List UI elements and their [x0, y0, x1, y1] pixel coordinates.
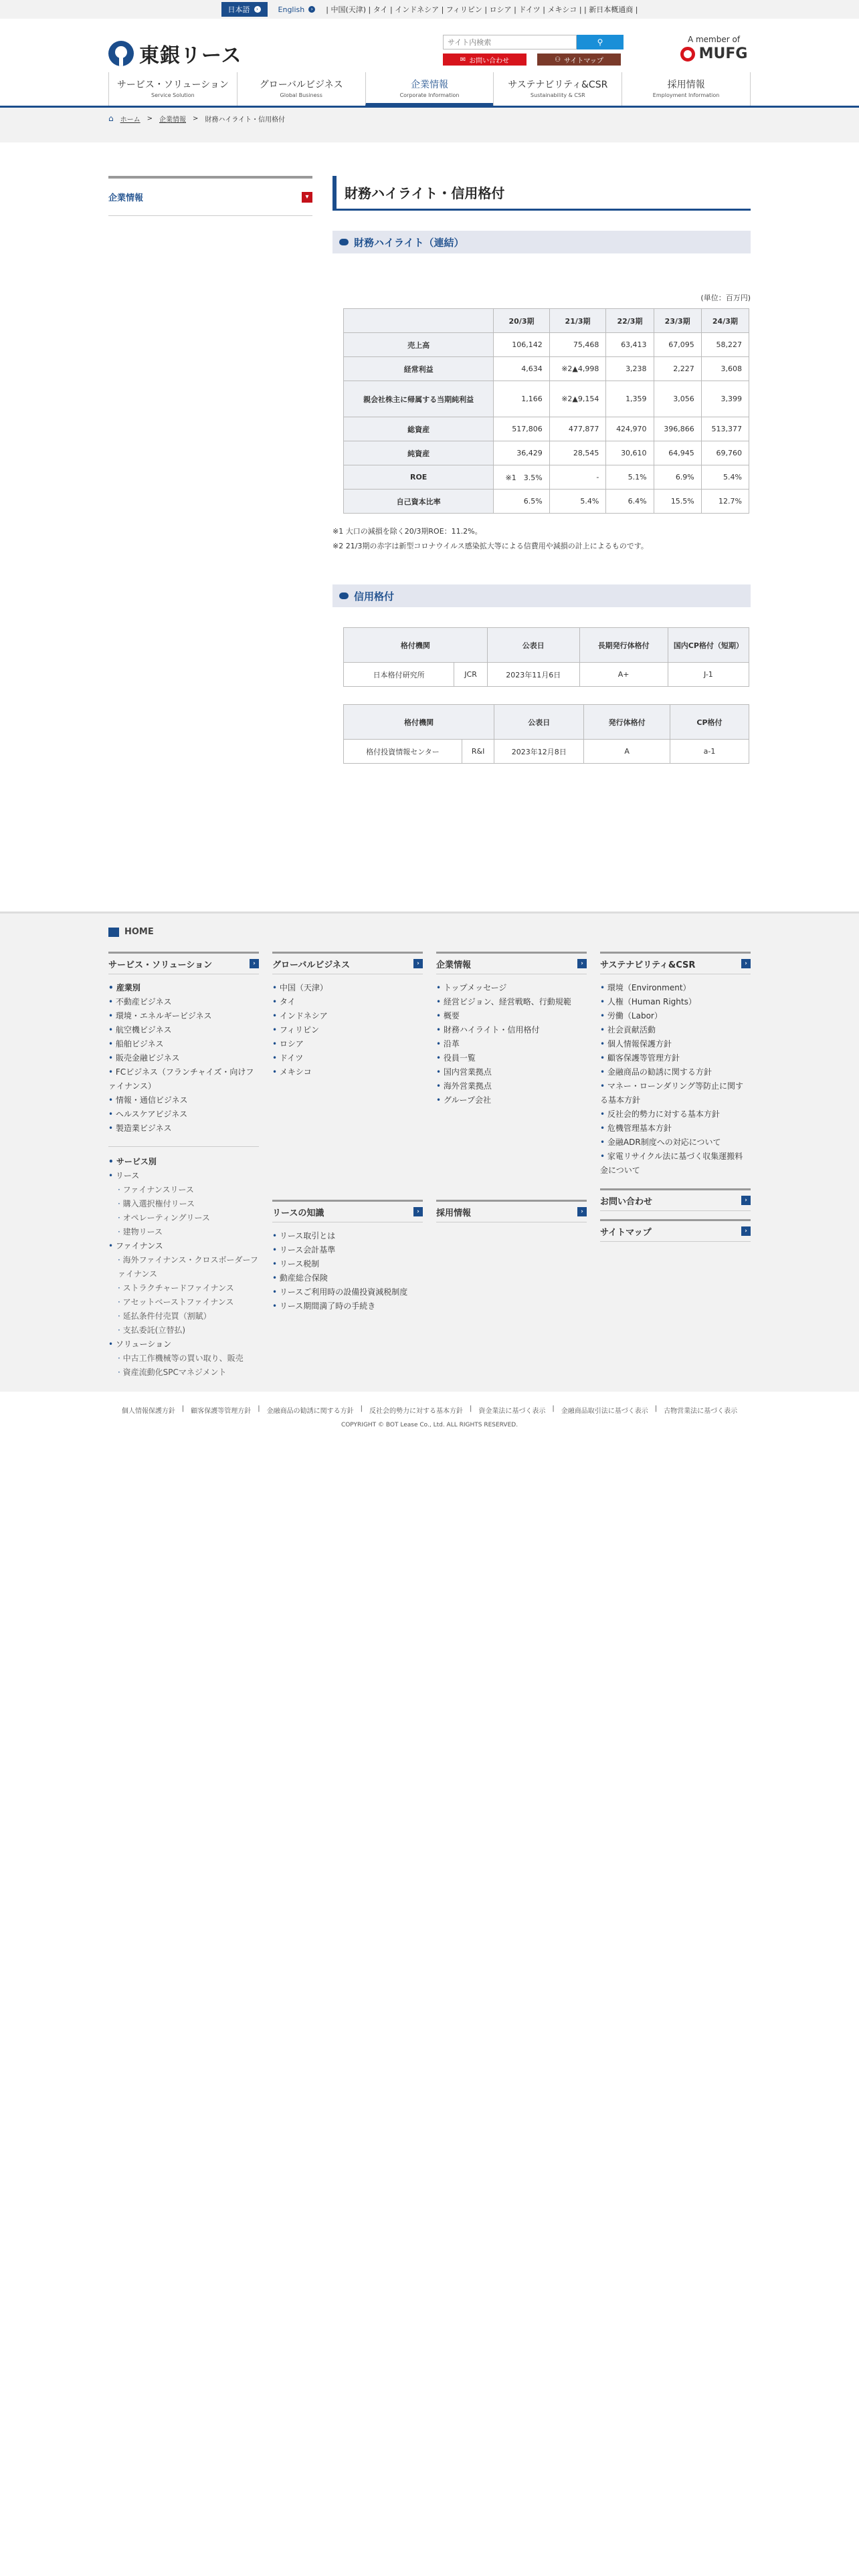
- home-icon: [108, 928, 119, 937]
- logo-text: 東銀リース: [139, 44, 242, 68]
- language-bar: [0, 0, 859, 19]
- lang-english-link[interactable]: English ›: [274, 3, 320, 16]
- mufg-logo-icon: [680, 47, 695, 62]
- main-content: [108, 142, 751, 811]
- bottom-link[interactable]: 個人情報保護方針: [121, 1408, 175, 1415]
- footer-col-service: サービス・ソリューション › • 産業別 • 不動産ビジネス • 環境・エネルギービジネス • 航空機ビジネス • 船舶ビジネス • 販売金融ビジネス • FCビジネス（フランチャイズ・向けファイナンス） • 情報・通信ビジネス • ヘルスケアビジネス • 製造業ビジネス • サービス別 • リース · ファイナンスリース · 購入選択権付リース · オペレーティングリース · 建物リース • ファイナンス · 海外ファイナンス・クロスボーダーファイナンス · ストラクチャードファイナンス · アセットベーストファイナンス · 延払条件付売買（割賦） · 支払委託(立替払) • ソリューション · 中古工作機械等の買い取り、販売 · 資産流動化SPCマネジメント: [108, 952, 259, 1380]
- table-header-row: 格付機関 公表日 長期発行体格付 国内CP格付（短期）: [344, 628, 749, 663]
- footer-heading-contact[interactable]: お問い合わせ ›: [600, 1188, 751, 1211]
- arrow-right-icon: ›: [741, 959, 751, 968]
- footer-heading-employment[interactable]: 採用情報 ›: [436, 1200, 587, 1222]
- footer-heading-sitemap[interactable]: サイトマップ ›: [600, 1219, 751, 1242]
- search-icon: ⚲: [597, 37, 603, 47]
- nav-corporate-information[interactable]: 企業情報 Corporate Information: [365, 72, 494, 106]
- table-row: 自己資本比率 6.5% 5.4% 6.4% 15.5% 12.7%: [344, 490, 749, 514]
- financial-table: [343, 308, 749, 514]
- sitemap-button[interactable]: ⚇ サイトマップ: [537, 53, 621, 66]
- speech-bubble-icon: [339, 593, 349, 599]
- arrow-right-icon: ›: [741, 1196, 751, 1205]
- table-row: 経常利益 4,634 ※2▲4,998 3,238 2,227 3,608: [344, 357, 749, 381]
- breadcrumb-separator: >: [147, 114, 153, 122]
- table-row: 売上高 106,142 75,468 63,413 67,095 58,227: [344, 333, 749, 357]
- footer-heading-service[interactable]: サービス・ソリューション ›: [108, 952, 259, 974]
- breadcrumb-separator: >: [193, 114, 199, 122]
- arrow-right-icon: ›: [577, 959, 587, 968]
- global-nav: [108, 72, 751, 106]
- footnotes: ※1 大口の減損を除く20/3期ROE：11.2%。 ※2 21/3期の赤字は新型コロナウイルス感染拡大等による信費用や減損の計上によるものです。: [332, 527, 648, 550]
- site-logo[interactable]: [108, 39, 242, 68]
- nav-service-solution[interactable]: サービス・ソリューション Service Solution: [108, 72, 237, 106]
- table-header-row: 20/3期 21/3期 22/3期 23/3期 24/3期: [344, 309, 749, 333]
- mufg-badge[interactable]: A member of MUFG: [677, 35, 751, 62]
- section-title-rating: 信用格付: [332, 584, 751, 607]
- table-row: 日本格付研究所 JCR 2023年11月6日 A+ J-1: [344, 663, 749, 687]
- header-buttons: [443, 53, 621, 66]
- arrow-right-icon: ›: [250, 959, 259, 968]
- breadcrumb-parent[interactable]: 企業情報: [159, 116, 187, 124]
- copyright: COPYRIGHT © BOT Lease Co., Ltd. ALL RIGHTS RESERVED.: [341, 1422, 518, 1428]
- rating-table-jcr: [343, 627, 749, 687]
- bottom-link[interactable]: 古物営業法に基づく表示: [664, 1408, 738, 1415]
- nav-employment[interactable]: 採用情報 Employment Information: [622, 72, 751, 106]
- footer-heading-global[interactable]: グローバルビジネス ›: [272, 952, 423, 974]
- bottom-link[interactable]: 資金業法に基づく表示: [478, 1408, 546, 1415]
- bottom-link[interactable]: 金融商品の勧誘に関する方針: [266, 1408, 354, 1415]
- table-row: ROE ※1 3.5% - 5.1% 6.9% 5.4%: [344, 465, 749, 490]
- section-title-financial: 財務ハイライト（連結）: [332, 231, 751, 253]
- footer: [0, 911, 859, 1392]
- arrow-right-icon: ›: [254, 6, 261, 13]
- arrow-right-icon: ›: [577, 1207, 587, 1216]
- overseas-links[interactable]: | 中国(天津) | タイ | インドネシア | フィリピン | ロシア | ドイツ | メキシコ | | 新日本概通商 |: [326, 5, 638, 14]
- contact-button[interactable]: ✉ お問い合わせ: [443, 53, 527, 66]
- bottom-bar: 個人情報保護方針 | 顧客保護等管理方針 | 金融商品の勧誘に関する方針 | 反社会的勢力に対する基本方針 | 資金業法に基づく表示 | 金融商品取引法に基づく表示 | 古物営業法に基づく表示 COPYRIGHT © BOT Lease Co., Ltd. ALL RIGHTS RESERVED.: [108, 1392, 751, 1442]
- bottom-link[interactable]: 反社会的勢力に対する基本方針: [369, 1408, 463, 1415]
- nav-sustainability[interactable]: サステナビリティ&CSR Sustainability & CSR: [493, 72, 622, 106]
- footer-home-link[interactable]: HOME: [108, 927, 751, 937]
- footer-heading-lease-knowledge[interactable]: リースの知識 ›: [272, 1200, 423, 1222]
- arrow-right-icon: ›: [741, 1226, 751, 1236]
- arrow-right-icon: ›: [413, 1207, 423, 1216]
- page-title: 財務ハイライト・信用格付: [332, 176, 751, 211]
- home-icon: ⌂: [108, 114, 114, 123]
- chevron-down-icon[interactable]: ▾: [302, 192, 312, 203]
- footer-col-corporate: 企業情報 › • トップメッセージ • 経営ビジョン、経営戦略、行動規範 • 概要 • 財務ハイライト・信用格付 • 沿革 • 役員一覧 • 国内営業拠点 • 海外営業拠点 • グループ会社 採用情報 ›: [436, 952, 587, 1380]
- bottom-link[interactable]: 顧客保護等管理方針: [191, 1408, 252, 1415]
- side-nav: [108, 176, 312, 811]
- header: [108, 19, 751, 72]
- search-button[interactable]: [577, 35, 624, 49]
- side-nav-item[interactable]: 企業情報 ▾: [108, 176, 312, 216]
- sitemap-icon: ⚇: [555, 56, 561, 64]
- mail-icon: ✉: [460, 56, 466, 64]
- search-input[interactable]: [443, 35, 577, 49]
- logo-mark-icon: [108, 41, 134, 66]
- footer-heading-sustainability[interactable]: サステナビリティ&CSR ›: [600, 952, 751, 974]
- table-row: 親会社株主に帰属する当期純利益 1,166 ※2▲9,154 1,359 3,056 3,399: [344, 381, 749, 417]
- breadcrumb-current: 財務ハイライト・信用格付: [205, 116, 286, 124]
- table-header-row: 格付機関 公表日 発行体格付 CP格付: [344, 705, 749, 740]
- nav-global-business[interactable]: グローバルビジネス Global Business: [237, 72, 365, 106]
- rating-table-ri: [343, 704, 749, 764]
- table-row: 格付投資情報センター R&I 2023年12月8日 A a-1: [344, 740, 749, 764]
- speech-bubble-icon: [339, 239, 349, 245]
- arrow-right-icon: ›: [413, 959, 423, 968]
- lang-japanese-button[interactable]: 日本語 ›: [221, 2, 268, 17]
- footer-col-sustainability: サステナビリティ&CSR › • 環境（Environment） • 人権（Human Rights） • 労働（Labor） • 社会貢献活動 • 個人情報保護方針 • 顧客保護等管理方針 • 金融商品の勧誘に関する方針 • マネー・ローンダリング等防止に関する基本方針 • 反社会的勢力に対する基本方針 • 危機管理基本方針 • 金融ADR制度への対応について • 家電リサイクル法に基づく収集運搬料金について お問い合わせ › サイトマップ ›: [600, 952, 751, 1380]
- content: [332, 176, 751, 811]
- table-row: 純資産 36,429 28,545 30,610 64,945 69,760: [344, 441, 749, 465]
- footer-col-global: グローバルビジネス › • 中国（天津） • タイ • インドネシア • フィリピン • ロシア • ドイツ • メキシコ リースの知識 › • リース取引とは • リース会計基準 • リース税制 • 動産総合保険 • リースご利用時の設備投資減税制度 • リース期間満了時の手続き: [272, 952, 423, 1380]
- footer-heading-corporate[interactable]: 企業情報 ›: [436, 952, 587, 974]
- table-row: 総資産 517,806 477,877 424,970 396,866 513,377: [344, 417, 749, 441]
- breadcrumb-home[interactable]: ホーム: [120, 116, 140, 124]
- search-form: [443, 35, 624, 49]
- unit-label: (単位：百万円): [700, 294, 751, 302]
- bottom-link[interactable]: 金融商品取引法に基づく表示: [561, 1408, 648, 1415]
- arrow-right-icon: ›: [308, 6, 315, 13]
